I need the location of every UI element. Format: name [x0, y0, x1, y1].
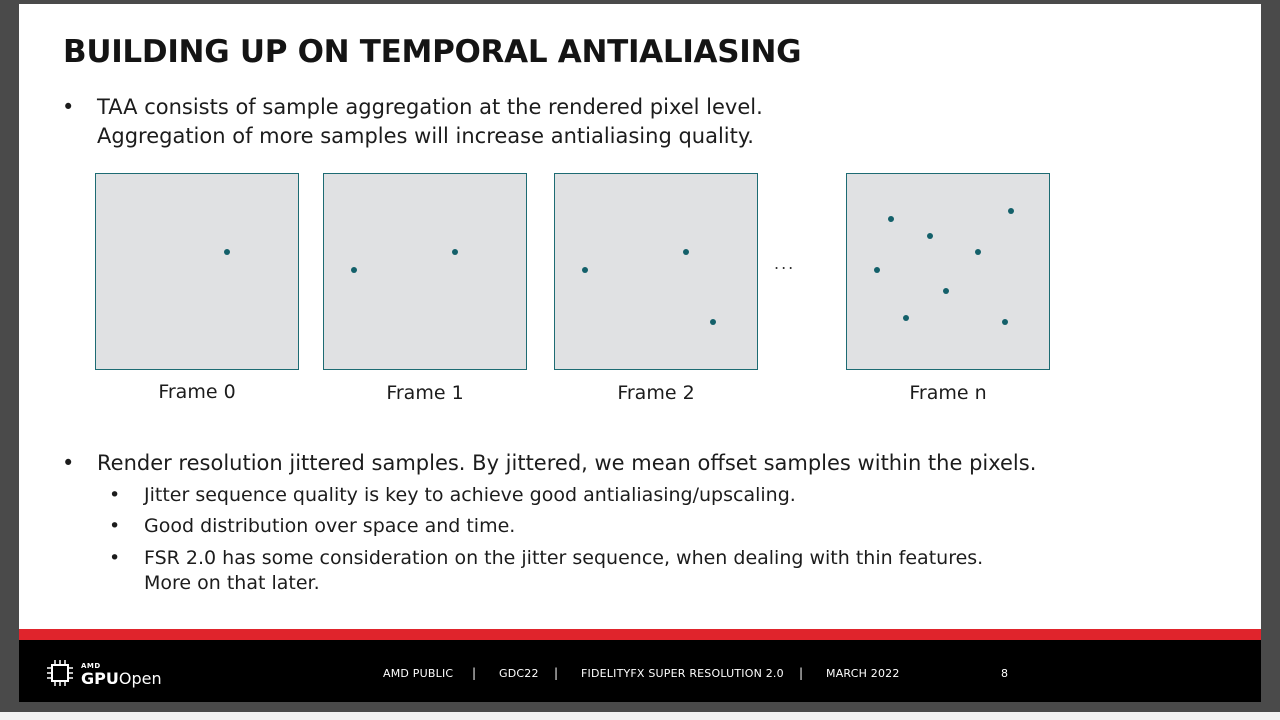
- jitter-sample-dot: [927, 233, 933, 239]
- bullet-jitter-text: Render resolution jittered samples. By jittered, we mean offset samples within the pixels.: [97, 451, 1037, 475]
- footer-event: GDC22: [499, 667, 539, 680]
- frames-ellipsis: ...: [774, 254, 796, 273]
- sub-bullet-quality: [109, 483, 796, 508]
- jitter-sample-dot: [683, 249, 689, 255]
- footer-accent-bar: [19, 629, 1261, 640]
- bullet-taa-line2: Aggregation of more samples will increase antialiasing quality.: [97, 124, 754, 148]
- logo-amd-text: AMD: [81, 662, 101, 670]
- logo-gpu-text: GPU: [81, 669, 119, 688]
- slide: [19, 4, 1261, 702]
- jitter-sample-dot: [351, 267, 357, 273]
- jitter-sample-dot: [874, 267, 880, 273]
- frame-box-2: [554, 173, 758, 370]
- frame-box-1: [323, 173, 527, 370]
- jitter-sample-dot: [582, 267, 588, 273]
- bullet-taa: [62, 93, 763, 151]
- jitter-sample-dot: [1002, 319, 1008, 325]
- jitter-sample-dot: [452, 249, 458, 255]
- bullet-taa-line1: TAA consists of sample aggregation at the rendered pixel level.: [97, 95, 763, 119]
- sub-bullet-fsr-line2: More on that later.: [144, 572, 320, 594]
- sub-bullet-distribution: [109, 514, 516, 539]
- jitter-sample-dot: [975, 249, 981, 255]
- sub-bullet-dot: •: [109, 515, 121, 537]
- frame-caption-2: Frame 2: [617, 382, 695, 404]
- sub-bullet-quality-text: Jitter sequence quality is key to achieve good antialiasing/upscaling.: [144, 484, 796, 506]
- frame-caption-1: Frame 1: [386, 382, 464, 404]
- jitter-sample-dot: [888, 216, 894, 222]
- jitter-sample-dot: [710, 319, 716, 325]
- window-bottom-strip: [0, 712, 1280, 720]
- sub-bullet-fsr: [109, 546, 984, 596]
- frame-box-0: [95, 173, 299, 370]
- bullet-dot: •: [62, 95, 75, 119]
- footer-date: MARCH 2022: [826, 667, 900, 680]
- logo-open-text: Open: [118, 669, 162, 688]
- sub-bullet-distribution-text: Good distribution over space and time.: [144, 515, 516, 537]
- footer-product: FIDELITYFX SUPER RESOLUTION 2.0: [581, 667, 784, 680]
- jitter-sample-dot: [1008, 208, 1014, 214]
- page-number: 8: [1001, 667, 1008, 680]
- footer-separator: |: [799, 666, 804, 680]
- frame-caption-n: Frame n: [909, 382, 987, 404]
- jitter-sample-dot: [224, 249, 230, 255]
- jitter-sample-dot: [903, 315, 909, 321]
- bullet-jitter: [62, 449, 1037, 478]
- sub-bullet-fsr-line1: FSR 2.0 has some consideration on the jitter sequence, when dealing with thin features.: [144, 547, 984, 569]
- slide-footer: [19, 640, 1261, 702]
- footer-classification: AMD PUBLIC: [383, 667, 454, 680]
- logo-wordmark: [81, 669, 162, 688]
- jitter-sample-dot: [943, 288, 949, 294]
- footer-separator: |: [554, 666, 559, 680]
- sub-bullet-dot: •: [109, 547, 121, 569]
- slide-title: BUILDING UP ON TEMPORAL ANTIALIASING: [63, 34, 802, 70]
- chip-icon: [47, 660, 73, 686]
- frame-caption-0: Frame 0: [158, 381, 236, 403]
- sub-bullet-dot: •: [109, 484, 121, 506]
- footer-separator: |: [472, 666, 477, 680]
- bullet-dot: •: [62, 451, 75, 475]
- gpuopen-logo: [47, 658, 187, 690]
- frame-box-n: [846, 173, 1050, 370]
